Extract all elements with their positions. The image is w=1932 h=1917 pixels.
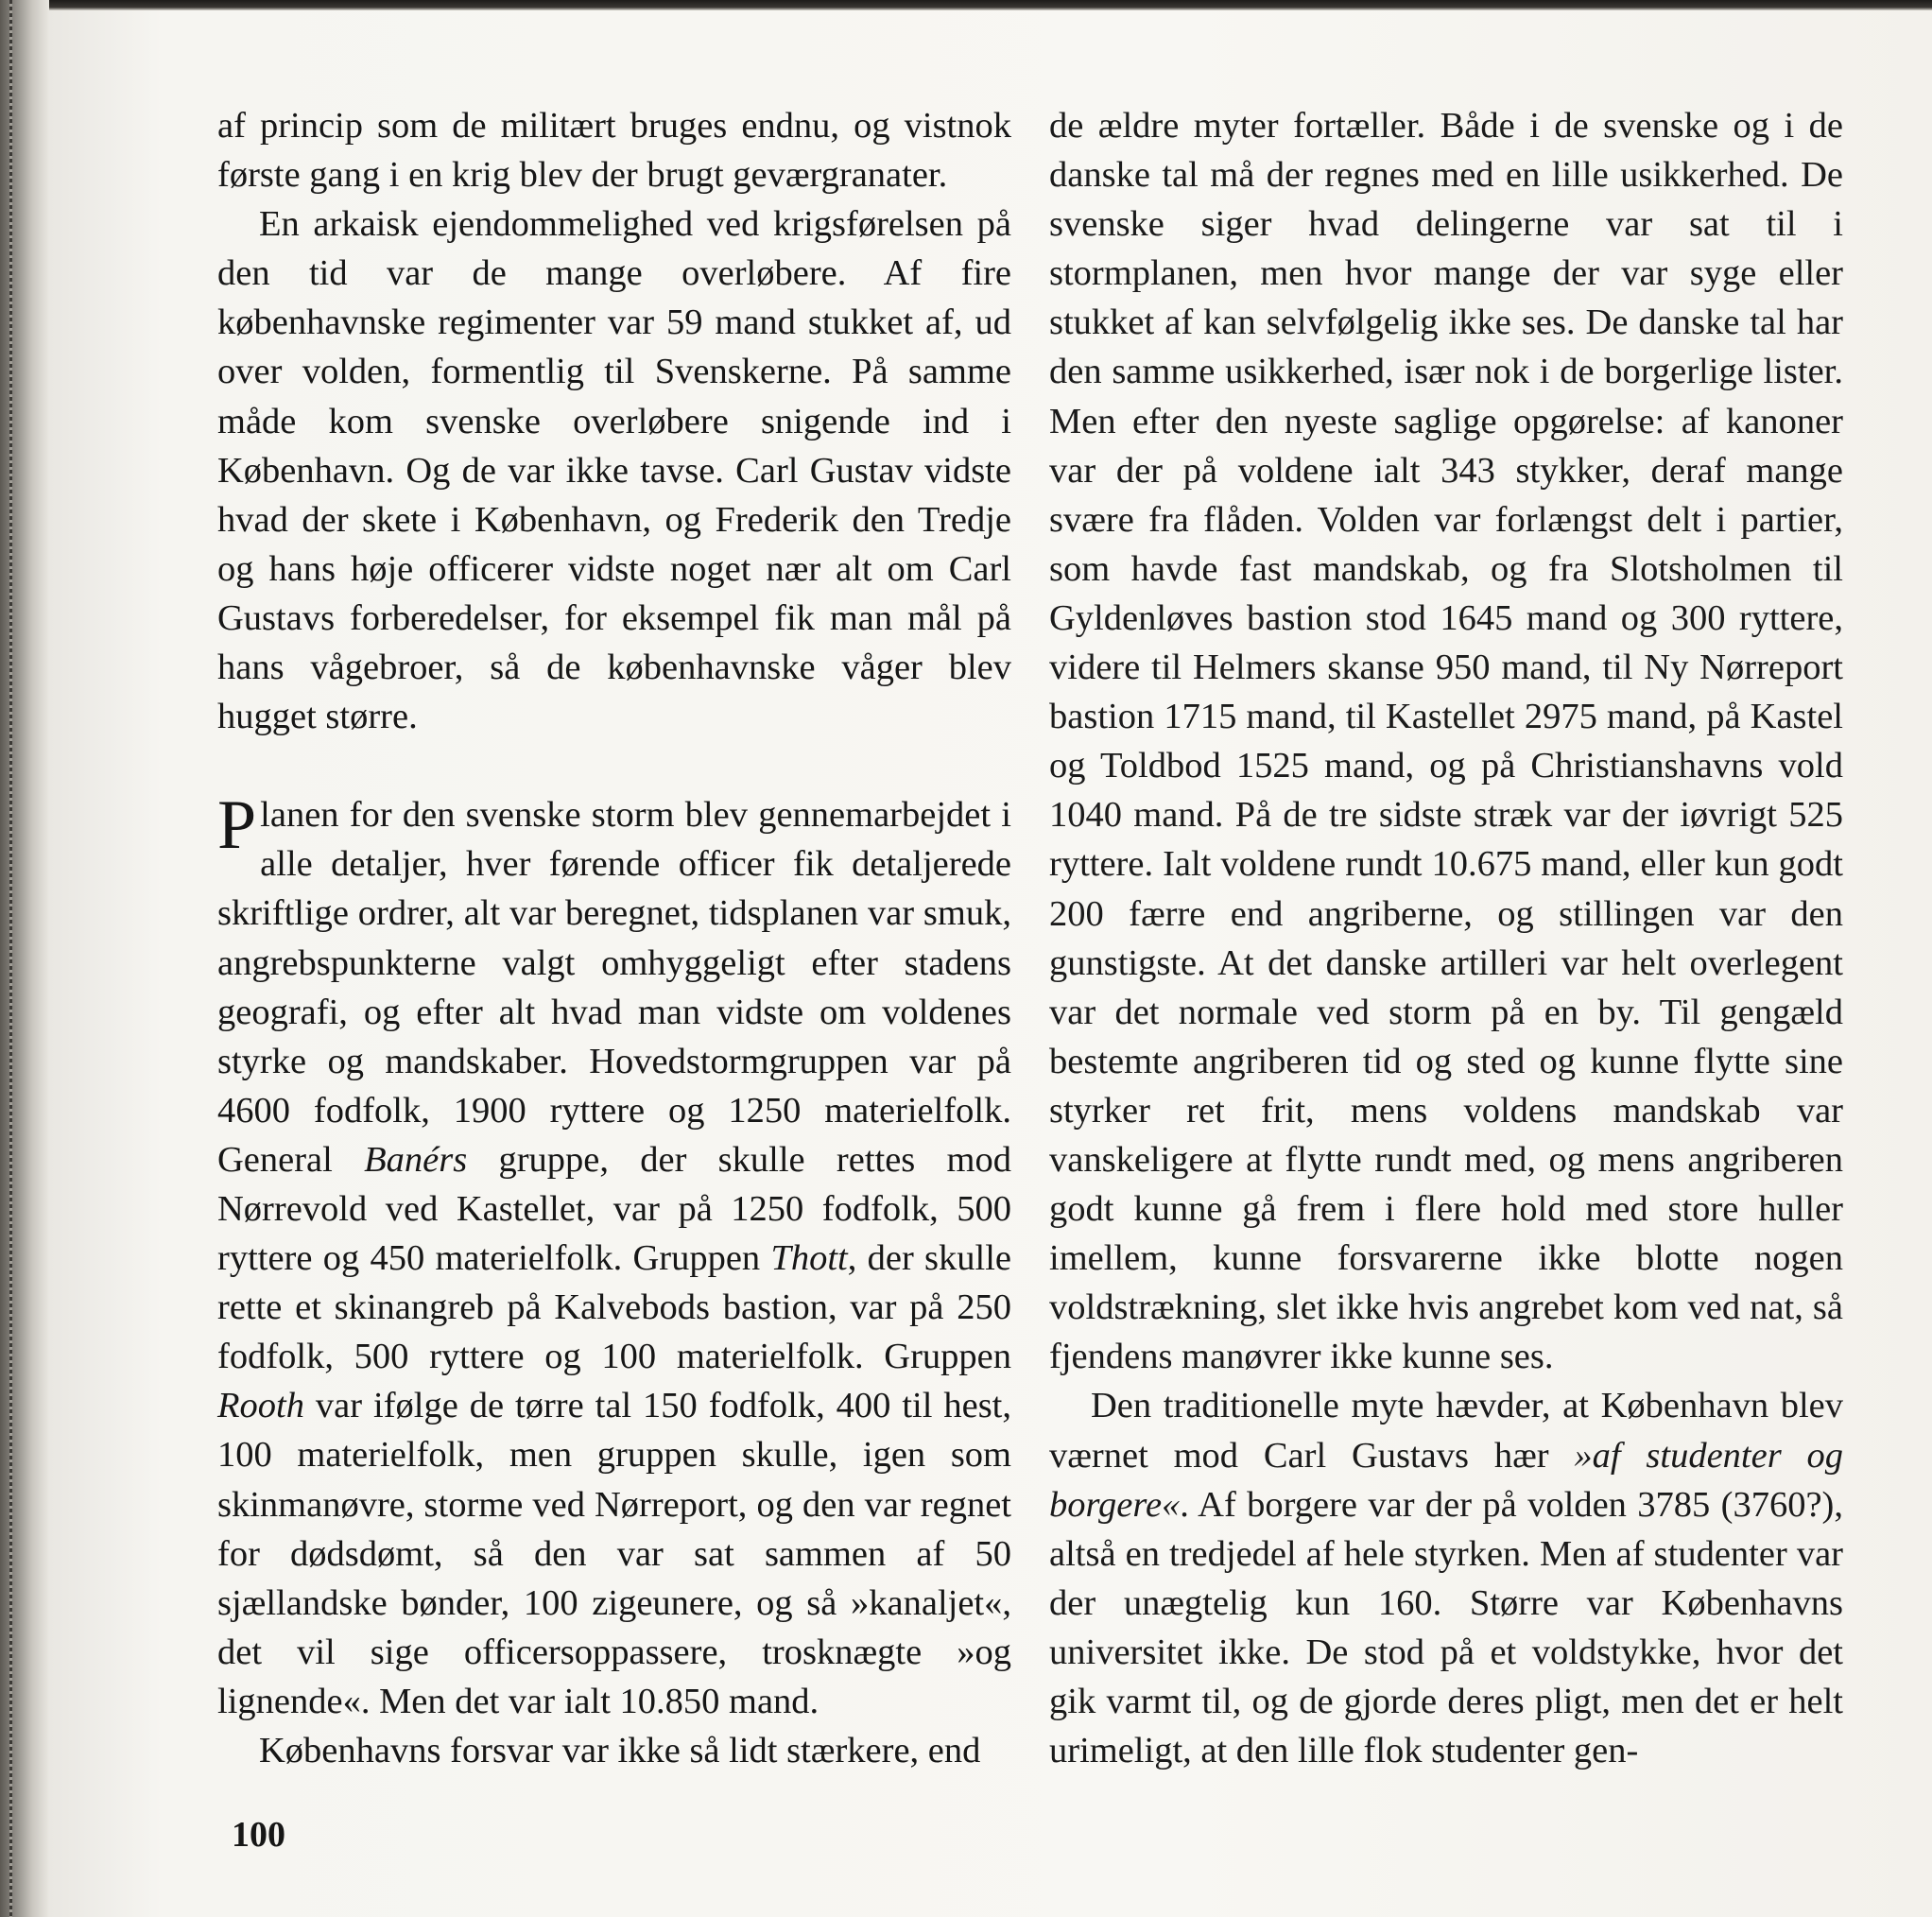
italic-name: Rooth [217,1386,304,1426]
text-run: , der skulle rette et skinangreb på Kalvebods bastion, var på 250 fodfolk, 500 ryttere og 100 materielfolk. Gruppen [217,1238,1011,1377]
section-paragraph [217,786,1011,1726]
page-number: 100 [232,1815,285,1855]
drop-cap: P [217,786,257,865]
text-run: gruppe, der skulle rettes mod Nørrevold ved Kastellet, var på 1250 fodfolk, 500 ryttere og 450 materielfolk. Gruppen [217,1139,1011,1279]
paragraph: de ældre myter fortæller. Både i de svenske og i de danske tal må der regnes med en lille usikkerhed. De svenske siger hvad delingerne var sat til i stormplanen, men hvor mange der var syge eller stukket af kan selvfølgelig ikke ses. De danske tal har den samme usikkerhed, især nok i de borgerlige lister. Men efter den nyeste saglige opgørelse: af kanoner var der på voldene ialt 343 stykker, deraf mange svære fra flåden. Volden var forlængst delt i partier, som havde fast mandskab, og fra Slotsholmen til Gyldenløves bastion stod 1645 mand og 300 ryttere, videre til Helmers skanse 950 mand, til Ny Nørreport bastion 1715 mand, til Kastellet 2975 mand, på Kastel og Toldbod 1525 mand, og på Christianshavns vold 1040 mand. På de tre sidste stræk var der iøvrigt 525 ryttere. Ialt voldene rundt 10.675 mand, eller kun godt 200 færre end angriberne, og stillingen var den gunstigste. At det danske artilleri var helt overlegent var det normale ved storm på en by. Til gengæld bestemte angriberen tid og sted og kunne flytte sine styrker ret frit, mens voldens mandskab var vanskeligere at flytte rundt med, og mens angriberen godt kunne gå frem i flere hold med store huller imellem, kunne forsvarerne ikke blotte nogen voldstrækning, slet ikke hvis angrebet kom ved nat, så fjendens manøvrer ikke kunne ses. [1049,106,1843,1377]
text-run: Den traditionelle myte hævder, at København blev værnet mod Carl Gustavs hær [1049,1386,1843,1476]
paragraph: En arkaisk ejendommelighed ved krigsførelsen på den tid var de mange overløbere. Af fire københavnske regimenter var 59 mand stukket af, ud over volden, formentlig til Svenskerne. På samme måde kom svenske overløbere snigende ind i København. Og de var ikke tavse. Carl Gustav vidste hvad der skete i København, og Frederik den Tredje og hans høje officerer vidste noget nær alt om Carl Gustavs forberedelser, for eksempel fik man mål på hans vågebroer, så de københavnske våger blev hugget større. [217,204,1011,737]
book-binding [0,0,49,1917]
italic-name: Banérs [364,1139,468,1180]
left-column [217,101,1011,1775]
paragraph [1049,1381,1843,1775]
book-page [49,10,1932,1917]
paragraph: Københavns forsvar var ikke så lidt stærkere, end [259,1731,981,1770]
right-column [1049,101,1843,1775]
book-top-edge [0,0,1932,10]
paragraph: af princip som de militært bruges endnu, og vistnok første gang i en krig blev der brugt geværgranater. [217,106,1011,196]
text-run: . Af borgere var der på volden 3785 (3760?), altså en tredjedel af hele styrken. Men af studenter var der unægtelig kun 160. Større var Københavns universitet ikke. De stod på et voldstykke, hvor det gik varmt til, og de gjorde deres pligt, men det er helt urimeligt, at den lille flok studenter gen- [1049,1484,1843,1771]
text-run: var ifølge de tørre tal 150 fodfolk, 400 til hest, 100 materielfolk, men gruppen skulle, igen som skinmanøvre, storme ved Nørreport, og den var regnet for dødsdømt, så den var sat sammen af 50 sjællandske bønder, 100 zigeunere, og så »kanaljet«, det vil sige officersoppassere, trosknægte »og lignende«. Men det var ialt 10.850 mand. [217,1386,1011,1721]
text-run: lanen for den svenske storm blev gennemarbejdet i alle detaljer, hver førende officer fik detaljerede skriftlige ordrer, alt var beregnet, tidsplanen var smuk, angrebspunkterne valgt omhyggeligt efter stadens geografi, og efter alt hvad man vidste om voldenes styrke og mandskaber. Hovedstormgruppen var på 4600 fodfolk, 1900 ryttere og 1250 materielfolk. General [217,795,1011,1180]
italic-name: Thott [770,1238,848,1279]
italic-quote: »af studenter og borgere« [1049,1435,1843,1525]
